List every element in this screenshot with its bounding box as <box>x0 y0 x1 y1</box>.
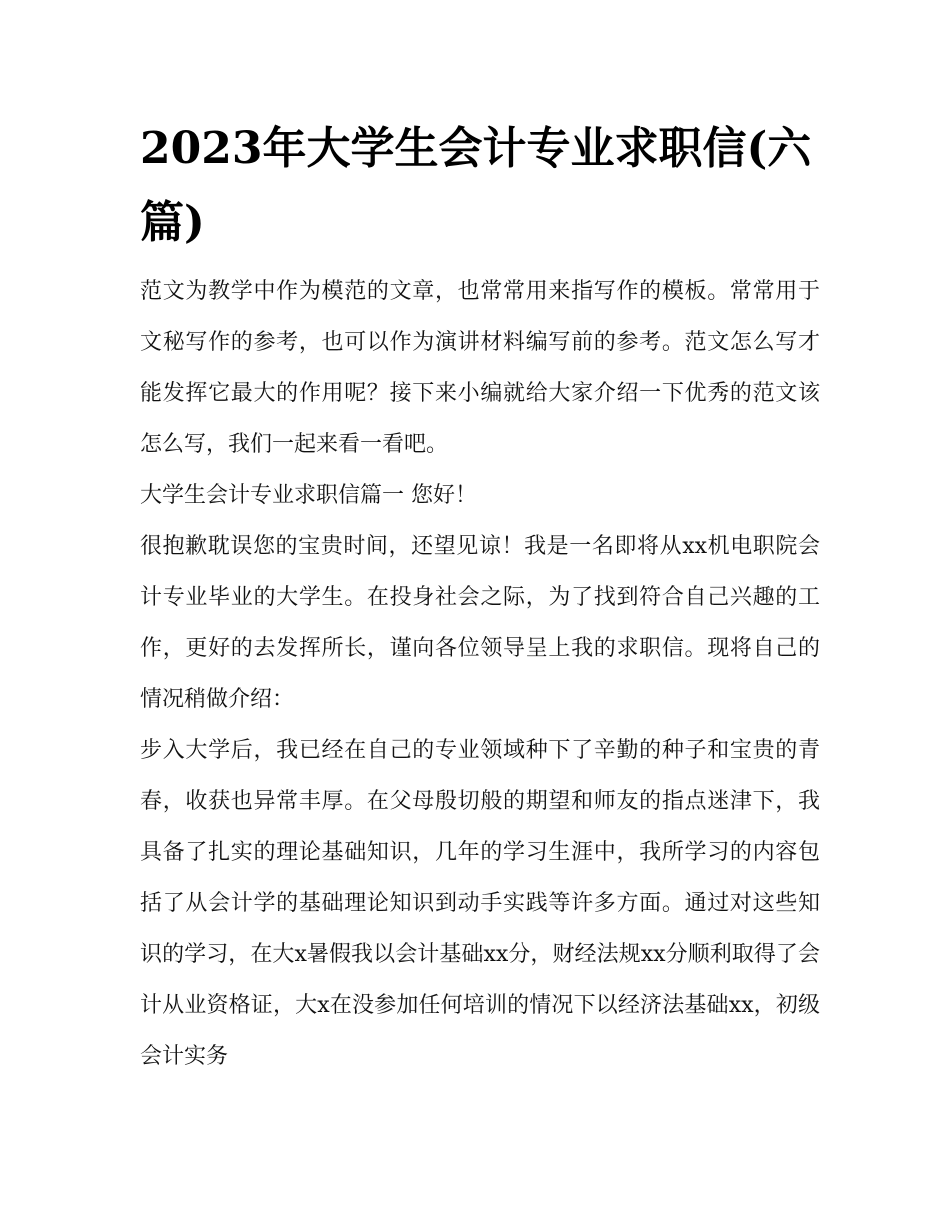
document-title: 2023年大学生会计专业求职信(六篇) <box>140 123 812 248</box>
document-body <box>140 112 820 1082</box>
letter-heading-greeting: 大学生会计专业求职信篇一 您好！ <box>140 483 477 508</box>
letter-paragraph: 很抱歉耽误您的宝贵时间，还望见谅！我是一名即将从xx机电职院会计专业毕业的大学生。在投身社会之际，为了找到符合自己兴趣的工作，更好的去发挥所长，谨向各位领导呈上我的求职信。现将自己的情况稍做介绍： <box>140 534 820 712</box>
intro-paragraph: 范文为教学中作为模范的文章，也常常用来指写作的模板。常常用于文秘写作的参考，也可以作为演讲材料编写前的参考。范文怎么写才能发挥它最大的作用呢？接下来小编就给大家介绍一下优秀的范文该怎么写，我们一起来看一看吧。 <box>140 279 820 457</box>
letter-paragraph: 步入大学后，我已经在自己的专业领域种下了辛勤的种子和宝贵的青春，收获也异常丰厚。在父母殷切般的期望和师友的指点迷津下，我具备了扎实的理论基础知识，几年的学习生涯中，我所学习的内容包括了从会计学的基础理论知识到动手实践等许多方面。通过对这些知识的学习，在大x暑假我以会计基础xx分，财经法规xx分顺利取得了会计从业资格证，大x在没参加任何培训的情况下以经济法基础xx，初级会计实务 <box>140 738 820 1069</box>
